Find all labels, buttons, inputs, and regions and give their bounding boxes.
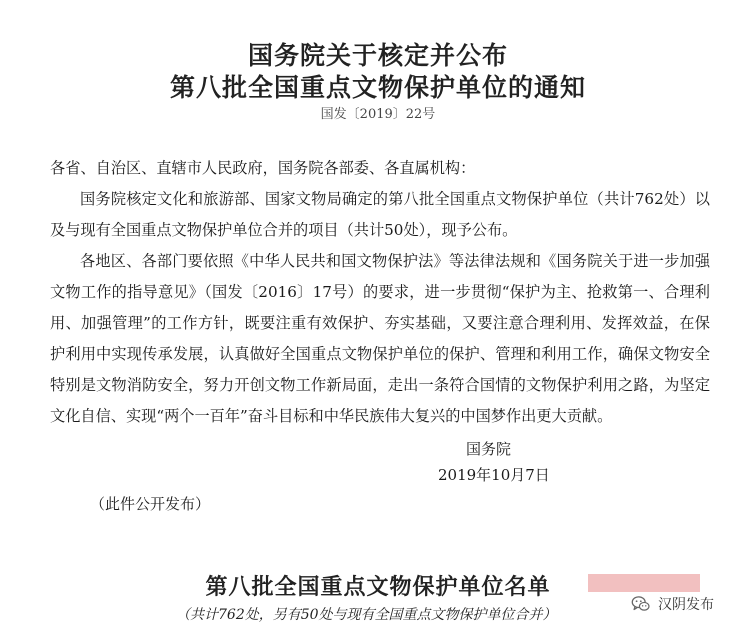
paragraph-2: 各地区、各部门要依照《中华人民共和国文物保护法》等法律法规和《国务院关于进一步加强文物工作的指导意见》（国发〔2016〕17号）的要求，进一步贯彻“保护为主、抢救第一、合理利用、加强管理”的工作方针，既要注重有效保护、夯实基础，又要注意合理利用、发挥效益，在保护利用中实现传承发展，认真做好全国重点文物保护单位的保护、管理和利用工作，确保文物安全特别是文物消防安全，努力开创文物工作新局面，走出一条符合国情的文物保护利用之路，为坚定文化自信、实现“两个一百年”奋斗目标和中华民族伟大复兴的中国梦作出更大贡献。 (50, 252, 710, 425)
salutation: 各省、自治区、直辖市人民政府，国务院各部委、各直属机构： (50, 159, 476, 177)
document-number: 国发〔2019〕22号 (320, 107, 436, 122)
notice-title-line2: 第八批全国重点文物保护单位的通知 (169, 73, 586, 102)
signatory: 国务院 (466, 440, 512, 458)
wechat-icon (630, 593, 652, 615)
list-count-note: （共计762处，另有50处与现有全国重点文物保护单位合并） (176, 607, 557, 623)
issue-date: 2019年10月7日 (438, 466, 550, 484)
notice-title-line1: 国务院关于核定并公布 (247, 41, 508, 70)
list-title: 第八批全国重点文物保护单位名单 (205, 574, 551, 600)
watermark-text: 汉阴发布 (658, 596, 714, 612)
watermark (626, 592, 720, 616)
publication-note: （此件公开发布） (90, 495, 211, 513)
paragraph-1: 国务院核定文化和旅游部、国家文物局确定的第八批全国重点文物保护单位（共计762处）以及与现有全国重点文物保护单位合并的项目（共计50处），现予公布。 (50, 190, 710, 239)
